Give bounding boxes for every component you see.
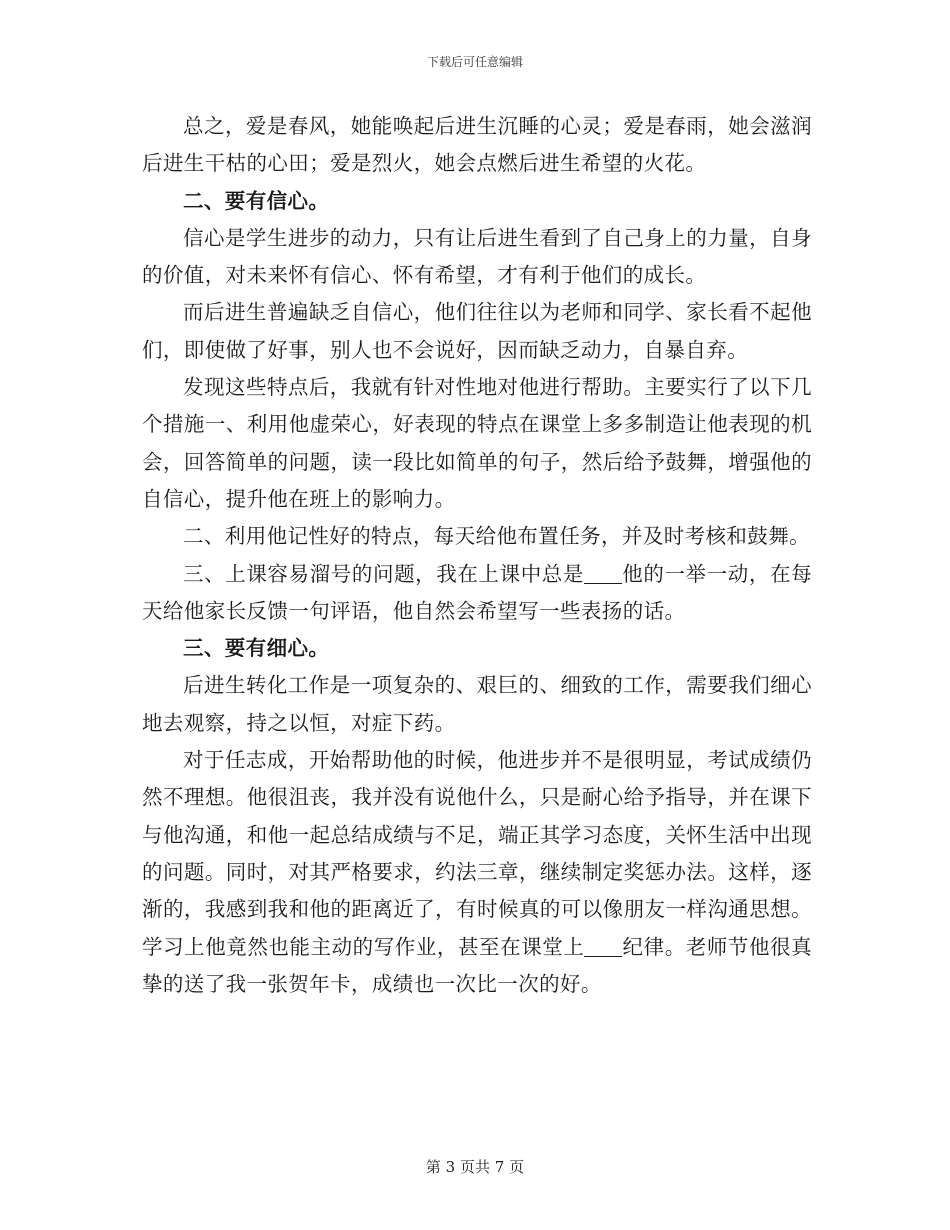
paragraph-with-blank (142, 742, 812, 1003)
paragraph: 发现这些特点后，我就有针对性地对他进行帮助。主要实行了以下几个措施一、利用他虚荣心，好表现的特点在课堂上多多制造让他表现的机会，回答简单的问题，读一段比如简单的句子，然后给予鼓舞，增强他的自信心，提升他在班上的影响力。 (142, 375, 812, 511)
paragraph-text: 对于任志成，开始帮助他的时候，他进步并不是很明显，考试成绩仍然不理想。他很沮丧，我并没有说他什么，只是耐心给予指导，并在课下与他沟通，和他一起总结成绩与不足，端正其学习态度，关怀生活中出现的问题。同时，对其严格要求，约法三章，继续制定奖惩办法。这样，逐渐的，我感到我和他的距离近了，有时候真的可以像朋友一样沟通思想。学习上他竟然也能主动的写作业，甚至在课堂上 (142, 748, 812, 959)
paragraph: 后进生转化工作是一项复杂的、艰巨的、细致的工作，需要我们细心地去观察，持之以恒，对症下药。 (142, 673, 812, 735)
paragraph: 总之，爱是春风，她能唤起后进生沉睡的心灵；爱是春雨，她会滋润后进生干枯的心田；爱是烈火，她会点燃后进生希望的火花。 (142, 114, 812, 176)
paragraph-text: 纪律。老师节他很真挚的送了我一张贺年卡，成绩也一次比一次的好。 (142, 934, 812, 996)
paragraph-with-blank (142, 556, 812, 631)
fill-blank (584, 935, 622, 957)
section-heading: 二、要有信心。 (183, 188, 330, 213)
page-header: 下载后可任意编辑 (426, 55, 523, 69)
paragraph: 二、利用他记性好的特点，每天给他布置任务，并及时考核和鼓舞。 (183, 524, 810, 549)
fill-blank (584, 562, 622, 584)
paragraph-text: 三、上课容易溜号的问题，我在上课中总是 (183, 561, 585, 586)
paragraph: 而后进生普遍缺乏自信心，他们往往以为老师和同学、家长看不起他们，即使做了好事，别人也不会说好，因而缺乏动力，自暴自弃。 (142, 300, 812, 362)
paragraph: 信心是学生进步的动力，只有让后进生看到了自己身上的力量，自身的价值，对未来怀有信心、怀有希望，才有利于他们的成长。 (142, 225, 812, 288)
page-footer: 第 3 页共 7 页 (425, 1158, 525, 1176)
section-heading: 三、要有细心。 (183, 636, 330, 661)
document-body (142, 108, 812, 1003)
paragraph-text: 他的一举一动，在每天给他家长反馈一句评语，他自然会希望写一些表扬的话。 (142, 561, 812, 623)
